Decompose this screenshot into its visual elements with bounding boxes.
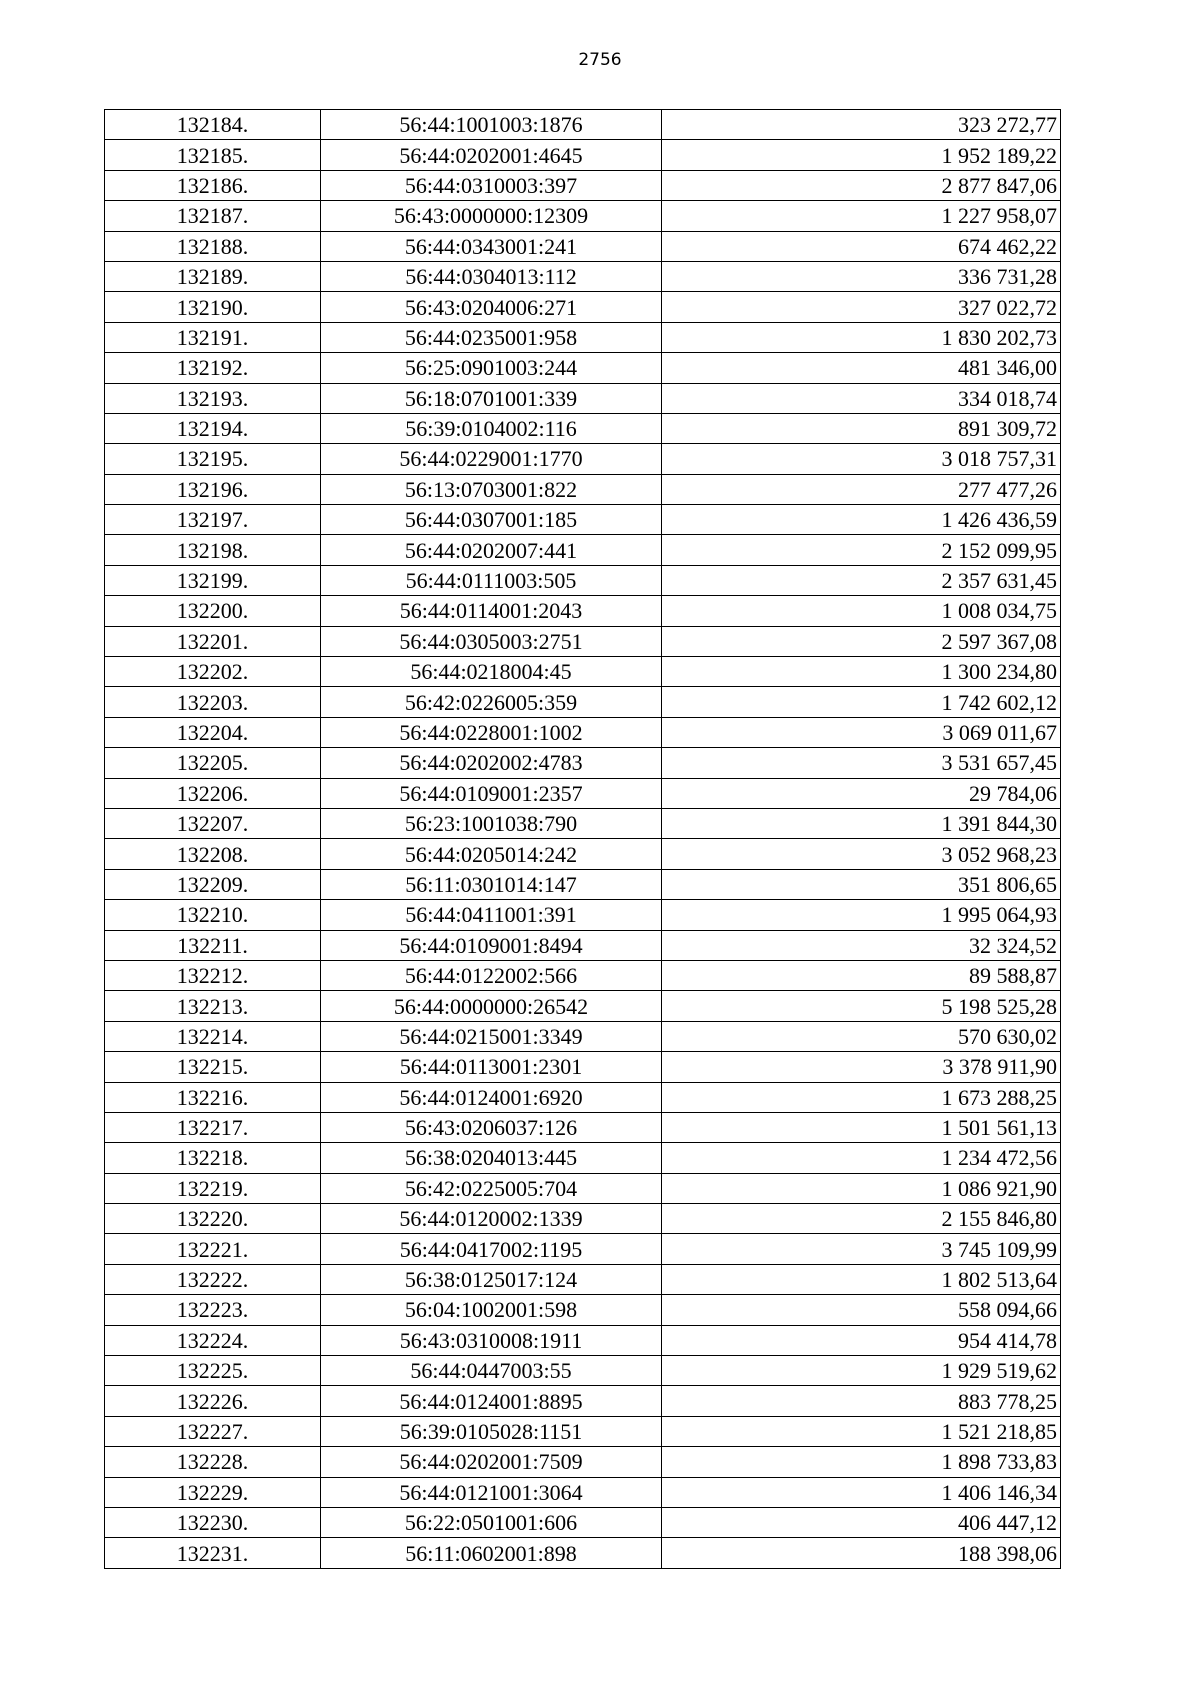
row-number-cell: 132206. <box>105 778 321 808</box>
row-number-cell: 132215. <box>105 1052 321 1082</box>
row-number-cell: 132231. <box>105 1538 321 1568</box>
value-cell: 954 414,78 <box>662 1325 1061 1355</box>
value-cell: 1 830 202,73 <box>662 322 1061 352</box>
value-cell: 570 630,02 <box>662 1021 1061 1051</box>
registry-table-body <box>105 110 1061 1569</box>
row-number-cell: 132197. <box>105 505 321 535</box>
row-number-cell: 132217. <box>105 1112 321 1142</box>
cadastral-number-cell: 56:44:0124001:8895 <box>321 1386 662 1416</box>
cadastral-number-cell: 56:44:0202002:4783 <box>321 748 662 778</box>
table-row <box>105 292 1061 322</box>
value-cell: 1 742 602,12 <box>662 687 1061 717</box>
table-row <box>105 657 1061 687</box>
row-number-cell: 132194. <box>105 413 321 443</box>
cadastral-number-cell: 56:44:0000000:26542 <box>321 991 662 1021</box>
value-cell: 2 357 631,45 <box>662 565 1061 595</box>
table-row <box>105 322 1061 352</box>
table-row <box>105 717 1061 747</box>
value-cell: 1 391 844,30 <box>662 808 1061 838</box>
row-number-cell: 132187. <box>105 201 321 231</box>
table-row <box>105 839 1061 869</box>
value-cell: 1 426 436,59 <box>662 505 1061 535</box>
value-cell: 1 929 519,62 <box>662 1356 1061 1386</box>
row-number-cell: 132193. <box>105 383 321 413</box>
row-number-cell: 132199. <box>105 565 321 595</box>
table-row <box>105 596 1061 626</box>
cadastral-number-cell: 56:44:0205014:242 <box>321 839 662 869</box>
cadastral-number-cell: 56:44:0307001:185 <box>321 505 662 535</box>
cadastral-number-cell: 56:44:0228001:1002 <box>321 717 662 747</box>
value-cell: 1 227 958,07 <box>662 201 1061 231</box>
cadastral-number-cell: 56:44:0202007:441 <box>321 535 662 565</box>
value-cell: 3 018 757,31 <box>662 444 1061 474</box>
value-cell: 674 462,22 <box>662 231 1061 261</box>
value-cell: 277 477,26 <box>662 474 1061 504</box>
cadastral-number-cell: 56:42:0225005:704 <box>321 1173 662 1203</box>
value-cell: 883 778,25 <box>662 1386 1061 1416</box>
value-cell: 1 995 064,93 <box>662 900 1061 930</box>
row-number-cell: 132191. <box>105 322 321 352</box>
row-number-cell: 132213. <box>105 991 321 1021</box>
cadastral-number-cell: 56:44:0305003:2751 <box>321 626 662 656</box>
cadastral-number-cell: 56:04:1002001:598 <box>321 1295 662 1325</box>
value-cell: 1 673 288,25 <box>662 1082 1061 1112</box>
cadastral-number-cell: 56:44:0202001:7509 <box>321 1447 662 1477</box>
row-number-cell: 132226. <box>105 1386 321 1416</box>
row-number-cell: 132202. <box>105 657 321 687</box>
value-cell: 1 300 234,80 <box>662 657 1061 687</box>
row-number-cell: 132208. <box>105 839 321 869</box>
cadastral-number-cell: 56:44:0215001:3349 <box>321 1021 662 1051</box>
cadastral-number-cell: 56:44:1001003:1876 <box>321 110 662 140</box>
cadastral-number-cell: 56:13:0703001:822 <box>321 474 662 504</box>
value-cell: 3 745 109,99 <box>662 1234 1061 1264</box>
table-row <box>105 991 1061 1021</box>
cadastral-number-cell: 56:25:0901003:244 <box>321 353 662 383</box>
row-number-cell: 132225. <box>105 1356 321 1386</box>
table-row <box>105 565 1061 595</box>
table-row <box>105 778 1061 808</box>
row-number-cell: 132207. <box>105 808 321 838</box>
cadastral-number-cell: 56:44:0120002:1339 <box>321 1204 662 1234</box>
cadastral-number-cell: 56:44:0109001:8494 <box>321 930 662 960</box>
row-number-cell: 132186. <box>105 170 321 200</box>
value-cell: 3 052 968,23 <box>662 839 1061 869</box>
table-row <box>105 1538 1061 1568</box>
cadastral-number-cell: 56:38:0125017:124 <box>321 1264 662 1294</box>
table-row <box>105 535 1061 565</box>
value-cell: 1 898 733,83 <box>662 1447 1061 1477</box>
cadastral-number-cell: 56:44:0109001:2357 <box>321 778 662 808</box>
cadastral-number-cell: 56:39:0105028:1151 <box>321 1416 662 1446</box>
cadastral-number-cell: 56:43:0000000:12309 <box>321 201 662 231</box>
table-row <box>105 1264 1061 1294</box>
table-row <box>105 748 1061 778</box>
table-row <box>105 353 1061 383</box>
table-row <box>105 1052 1061 1082</box>
cadastral-number-cell: 56:44:0310003:397 <box>321 170 662 200</box>
value-cell: 323 272,77 <box>662 110 1061 140</box>
table-row <box>105 687 1061 717</box>
value-cell: 188 398,06 <box>662 1538 1061 1568</box>
value-cell: 1 521 218,85 <box>662 1416 1061 1446</box>
value-cell: 2 152 099,95 <box>662 535 1061 565</box>
value-cell: 406 447,12 <box>662 1507 1061 1537</box>
row-number-cell: 132229. <box>105 1477 321 1507</box>
value-cell: 481 346,00 <box>662 353 1061 383</box>
table-row <box>105 1173 1061 1203</box>
table-row <box>105 140 1061 170</box>
row-number-cell: 132204. <box>105 717 321 747</box>
table-row <box>105 1082 1061 1112</box>
table-row <box>105 1204 1061 1234</box>
cadastral-number-cell: 56:22:0501001:606 <box>321 1507 662 1537</box>
table-row <box>105 626 1061 656</box>
row-number-cell: 132188. <box>105 231 321 261</box>
table-row <box>105 1234 1061 1264</box>
cadastral-number-cell: 56:11:0602001:898 <box>321 1538 662 1568</box>
cadastral-number-cell: 56:44:0113001:2301 <box>321 1052 662 1082</box>
row-number-cell: 132227. <box>105 1416 321 1446</box>
cadastral-number-cell: 56:44:0229001:1770 <box>321 444 662 474</box>
row-number-cell: 132184. <box>105 110 321 140</box>
row-number-cell: 132221. <box>105 1234 321 1264</box>
row-number-cell: 132196. <box>105 474 321 504</box>
row-number-cell: 132209. <box>105 869 321 899</box>
row-number-cell: 132212. <box>105 960 321 990</box>
table-row <box>105 1416 1061 1446</box>
table-row <box>105 900 1061 930</box>
value-cell: 891 309,72 <box>662 413 1061 443</box>
row-number-cell: 132214. <box>105 1021 321 1051</box>
table-row <box>105 474 1061 504</box>
table-row <box>105 505 1061 535</box>
cadastral-number-cell: 56:43:0204006:271 <box>321 292 662 322</box>
row-number-cell: 132198. <box>105 535 321 565</box>
value-cell: 2 877 847,06 <box>662 170 1061 200</box>
cadastral-number-cell: 56:44:0343001:241 <box>321 231 662 261</box>
cadastral-number-cell: 56:44:0122002:566 <box>321 960 662 990</box>
row-number-cell: 132219. <box>105 1173 321 1203</box>
value-cell: 1 501 561,13 <box>662 1112 1061 1142</box>
cadastral-number-cell: 56:11:0301014:147 <box>321 869 662 899</box>
value-cell: 29 784,06 <box>662 778 1061 808</box>
registry-table <box>104 109 1061 1569</box>
value-cell: 334 018,74 <box>662 383 1061 413</box>
row-number-cell: 132222. <box>105 1264 321 1294</box>
table-row <box>105 261 1061 291</box>
table-row <box>105 201 1061 231</box>
cadastral-number-cell: 56:44:0447003:55 <box>321 1356 662 1386</box>
table-row <box>105 960 1061 990</box>
table-row <box>105 1386 1061 1416</box>
cadastral-number-cell: 56:44:0202001:4645 <box>321 140 662 170</box>
value-cell: 1 234 472,56 <box>662 1143 1061 1173</box>
value-cell: 351 806,65 <box>662 869 1061 899</box>
cadastral-number-cell: 56:44:0218004:45 <box>321 657 662 687</box>
table-row <box>105 808 1061 838</box>
table-row <box>105 1356 1061 1386</box>
cadastral-number-cell: 56:18:0701001:339 <box>321 383 662 413</box>
row-number-cell: 132228. <box>105 1447 321 1477</box>
table-row <box>105 1143 1061 1173</box>
row-number-cell: 132190. <box>105 292 321 322</box>
cadastral-number-cell: 56:44:0235001:958 <box>321 322 662 352</box>
table-row <box>105 1325 1061 1355</box>
cadastral-number-cell: 56:23:1001038:790 <box>321 808 662 838</box>
row-number-cell: 132203. <box>105 687 321 717</box>
row-number-cell: 132205. <box>105 748 321 778</box>
value-cell: 1 802 513,64 <box>662 1264 1061 1294</box>
row-number-cell: 132192. <box>105 353 321 383</box>
row-number-cell: 132223. <box>105 1295 321 1325</box>
value-cell: 3 069 011,67 <box>662 717 1061 747</box>
cadastral-number-cell: 56:39:0104002:116 <box>321 413 662 443</box>
row-number-cell: 132210. <box>105 900 321 930</box>
row-number-cell: 132189. <box>105 261 321 291</box>
row-number-cell: 132216. <box>105 1082 321 1112</box>
value-cell: 32 324,52 <box>662 930 1061 960</box>
value-cell: 2 597 367,08 <box>662 626 1061 656</box>
table-row <box>105 1507 1061 1537</box>
table-row <box>105 231 1061 261</box>
cadastral-number-cell: 56:43:0206037:126 <box>321 1112 662 1142</box>
table-row <box>105 413 1061 443</box>
table-row <box>105 383 1061 413</box>
value-cell: 336 731,28 <box>662 261 1061 291</box>
row-number-cell: 132200. <box>105 596 321 626</box>
table-row <box>105 444 1061 474</box>
row-number-cell: 132230. <box>105 1507 321 1537</box>
table-row <box>105 1295 1061 1325</box>
cadastral-number-cell: 56:44:0111003:505 <box>321 565 662 595</box>
value-cell: 3 378 911,90 <box>662 1052 1061 1082</box>
table-row <box>105 930 1061 960</box>
value-cell: 327 022,72 <box>662 292 1061 322</box>
value-cell: 89 588,87 <box>662 960 1061 990</box>
value-cell: 1 406 146,34 <box>662 1477 1061 1507</box>
cadastral-number-cell: 56:44:0124001:6920 <box>321 1082 662 1112</box>
cadastral-number-cell: 56:38:0204013:445 <box>321 1143 662 1173</box>
table-row <box>105 170 1061 200</box>
cadastral-number-cell: 56:44:0121001:3064 <box>321 1477 662 1507</box>
value-cell: 1 952 189,22 <box>662 140 1061 170</box>
value-cell: 1 008 034,75 <box>662 596 1061 626</box>
table-row <box>105 110 1061 140</box>
row-number-cell: 132195. <box>105 444 321 474</box>
page-number: 2756 <box>578 50 622 70</box>
row-number-cell: 132185. <box>105 140 321 170</box>
table-row <box>105 1021 1061 1051</box>
value-cell: 5 198 525,28 <box>662 991 1061 1021</box>
row-number-cell: 132218. <box>105 1143 321 1173</box>
table-row <box>105 1477 1061 1507</box>
value-cell: 1 086 921,90 <box>662 1173 1061 1203</box>
value-cell: 3 531 657,45 <box>662 748 1061 778</box>
table-row <box>105 869 1061 899</box>
cadastral-number-cell: 56:43:0310008:1911 <box>321 1325 662 1355</box>
table-row <box>105 1112 1061 1142</box>
value-cell: 2 155 846,80 <box>662 1204 1061 1234</box>
value-cell: 558 094,66 <box>662 1295 1061 1325</box>
row-number-cell: 132224. <box>105 1325 321 1355</box>
row-number-cell: 132201. <box>105 626 321 656</box>
cadastral-number-cell: 56:42:0226005:359 <box>321 687 662 717</box>
cadastral-number-cell: 56:44:0114001:2043 <box>321 596 662 626</box>
cadastral-number-cell: 56:44:0411001:391 <box>321 900 662 930</box>
table-row <box>105 1447 1061 1477</box>
cadastral-number-cell: 56:44:0304013:112 <box>321 261 662 291</box>
row-number-cell: 132220. <box>105 1204 321 1234</box>
cadastral-number-cell: 56:44:0417002:1195 <box>321 1234 662 1264</box>
row-number-cell: 132211. <box>105 930 321 960</box>
